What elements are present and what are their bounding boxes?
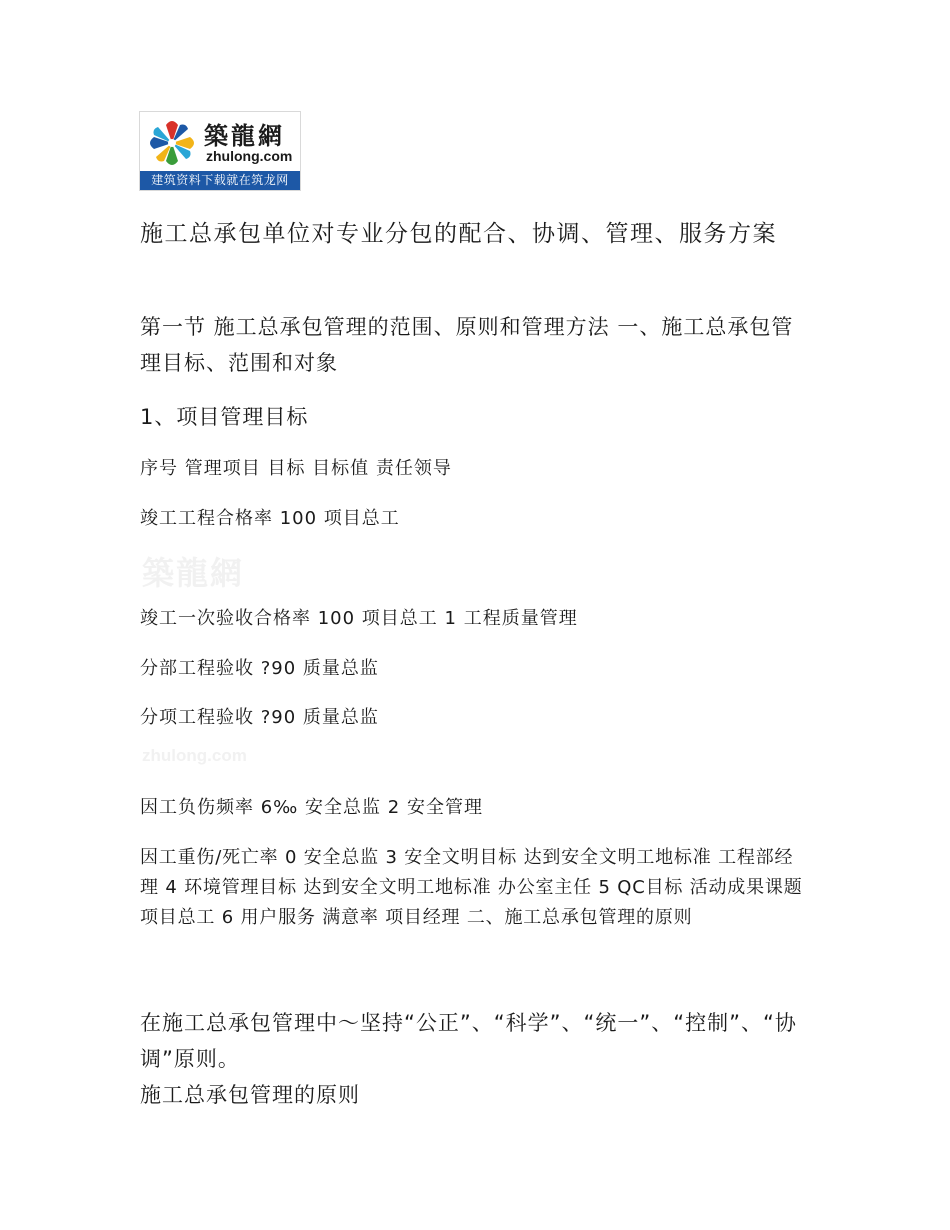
table-header-line: 序号 管理项目 目标 目标值 责任领导 [140, 458, 452, 479]
watermark-domain: zhulong.com [142, 746, 247, 765]
text-line: 分部工程验收 ?90 质量总监 [140, 658, 379, 679]
logo-slogan: 建筑资料下载就在筑龙网 [140, 171, 300, 190]
text-line: 竣工一次验收合格率 100 项目总工 1 工程质量管理 [140, 608, 578, 629]
logo-chinese-name: 築龍網 [204, 121, 285, 150]
principle-heading: 施工总承包管理的原则 [140, 1083, 360, 1107]
principle-paragraph: 在施工总承包管理中～坚持“公正”、“科学”、“统一”、“控制”、“协调”原则。 [140, 1011, 797, 1071]
text-line: 因工负伤频率 6‰ 安全总监 2 安全管理 [140, 797, 483, 818]
pinwheel-logo-icon [144, 115, 200, 171]
text-line: 分项工程验收 ?90 质量总监 [140, 707, 379, 728]
watermark-chinese: 築龍網 [142, 554, 245, 592]
document-title: 施工总承包单位对专业分包的配合、协调、管理、服务方案 [140, 221, 777, 247]
text-line: 竣工工程合格率 100 项目总工 [140, 508, 400, 529]
logo-domain: zhulong.com [206, 148, 293, 164]
targets-paragraph: 因工重伤/死亡率 0 安全总监 3 安全文明目标 达到安全文明工地标准 工程部经理 4 环境管理目标 达到安全文明工地标准 办公室主任 5 QC目标 活动成果课题 项目总工 6 用户服务 满意率 项目经理 二、施工总承包管理的原则 [140, 847, 803, 928]
zhulong-logo [139, 111, 301, 191]
sub-heading: 1、项目管理目标 [140, 405, 309, 429]
section-heading: 第一节 施工总承包管理的范围、原则和管理方法 一、施工总承包管理目标、范围和对象 [140, 315, 794, 375]
